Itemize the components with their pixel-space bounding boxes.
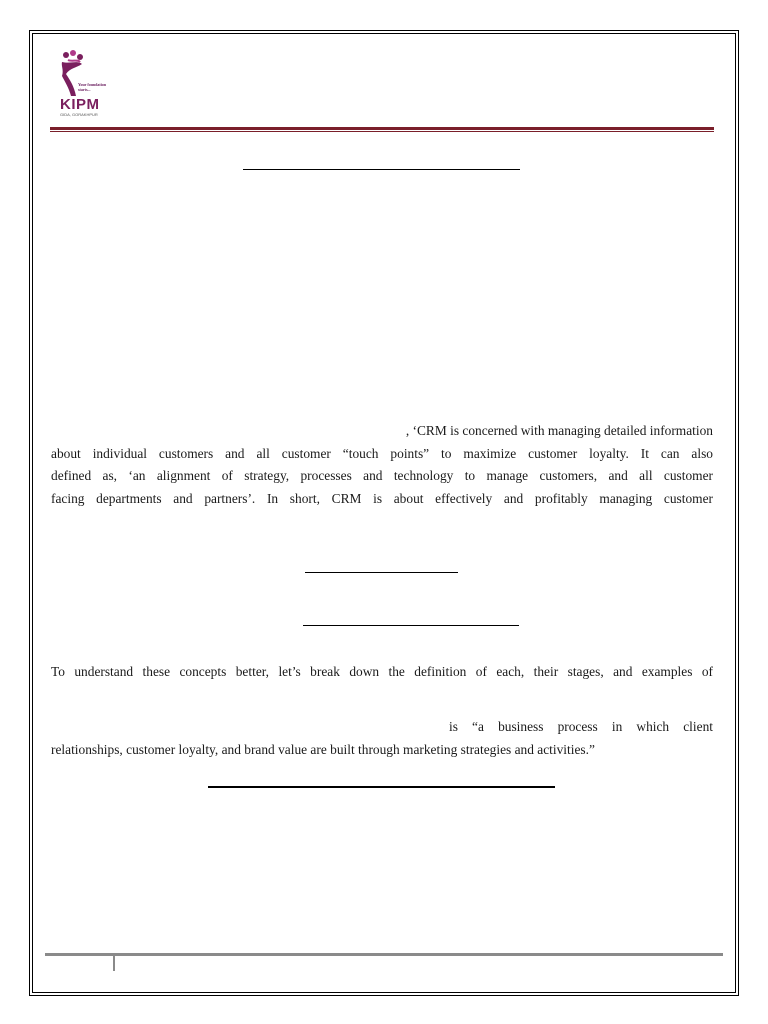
- logo-wordmark: KIPM: [60, 96, 100, 113]
- footer-rule: [45, 953, 723, 956]
- crm-definition-line-1: , ‘CRM is concerned with managing detailed information: [405, 423, 713, 438]
- subheading-underline-1: [305, 572, 458, 573]
- business-process-line-1: is “a business process in which client: [449, 719, 713, 734]
- footer-page-tick: [113, 955, 115, 971]
- concepts-intro-paragraph: [51, 661, 713, 684]
- concepts-intro-line: To understand these concepts better, let’s break down the definition of each, their stages, and examples of: [51, 664, 713, 679]
- business-process-line-2: relationships, customer loyalty, and brand value are built through marketing strategies and activities.”: [51, 741, 595, 757]
- crm-definition-paragraph: [51, 420, 713, 510]
- logo-subtitle: GIDA, GORAKHPUR: [60, 112, 98, 117]
- crm-definition-line-2: about individual customers and all customer “touch points” to maximize customer loyalty. It can also: [51, 445, 713, 461]
- header-rule: [50, 127, 714, 132]
- business-process-paragraph: [51, 716, 713, 761]
- subheading-underline-2: [303, 625, 519, 626]
- logo-tagline: Your foundation starts...: [78, 82, 107, 92]
- heading-underline: [243, 169, 520, 170]
- kipm-logo: [56, 50, 116, 120]
- section-underline: [208, 786, 555, 788]
- page-border-inner: [32, 33, 736, 993]
- crm-definition-line-3: defined as, ‘an alignment of strategy, processes and technology to manage customers, and all customer: [51, 468, 713, 483]
- crm-definition-line-4: facing departments and partners’. In short, CRM is about effectively and profitably managing customer: [51, 490, 713, 506]
